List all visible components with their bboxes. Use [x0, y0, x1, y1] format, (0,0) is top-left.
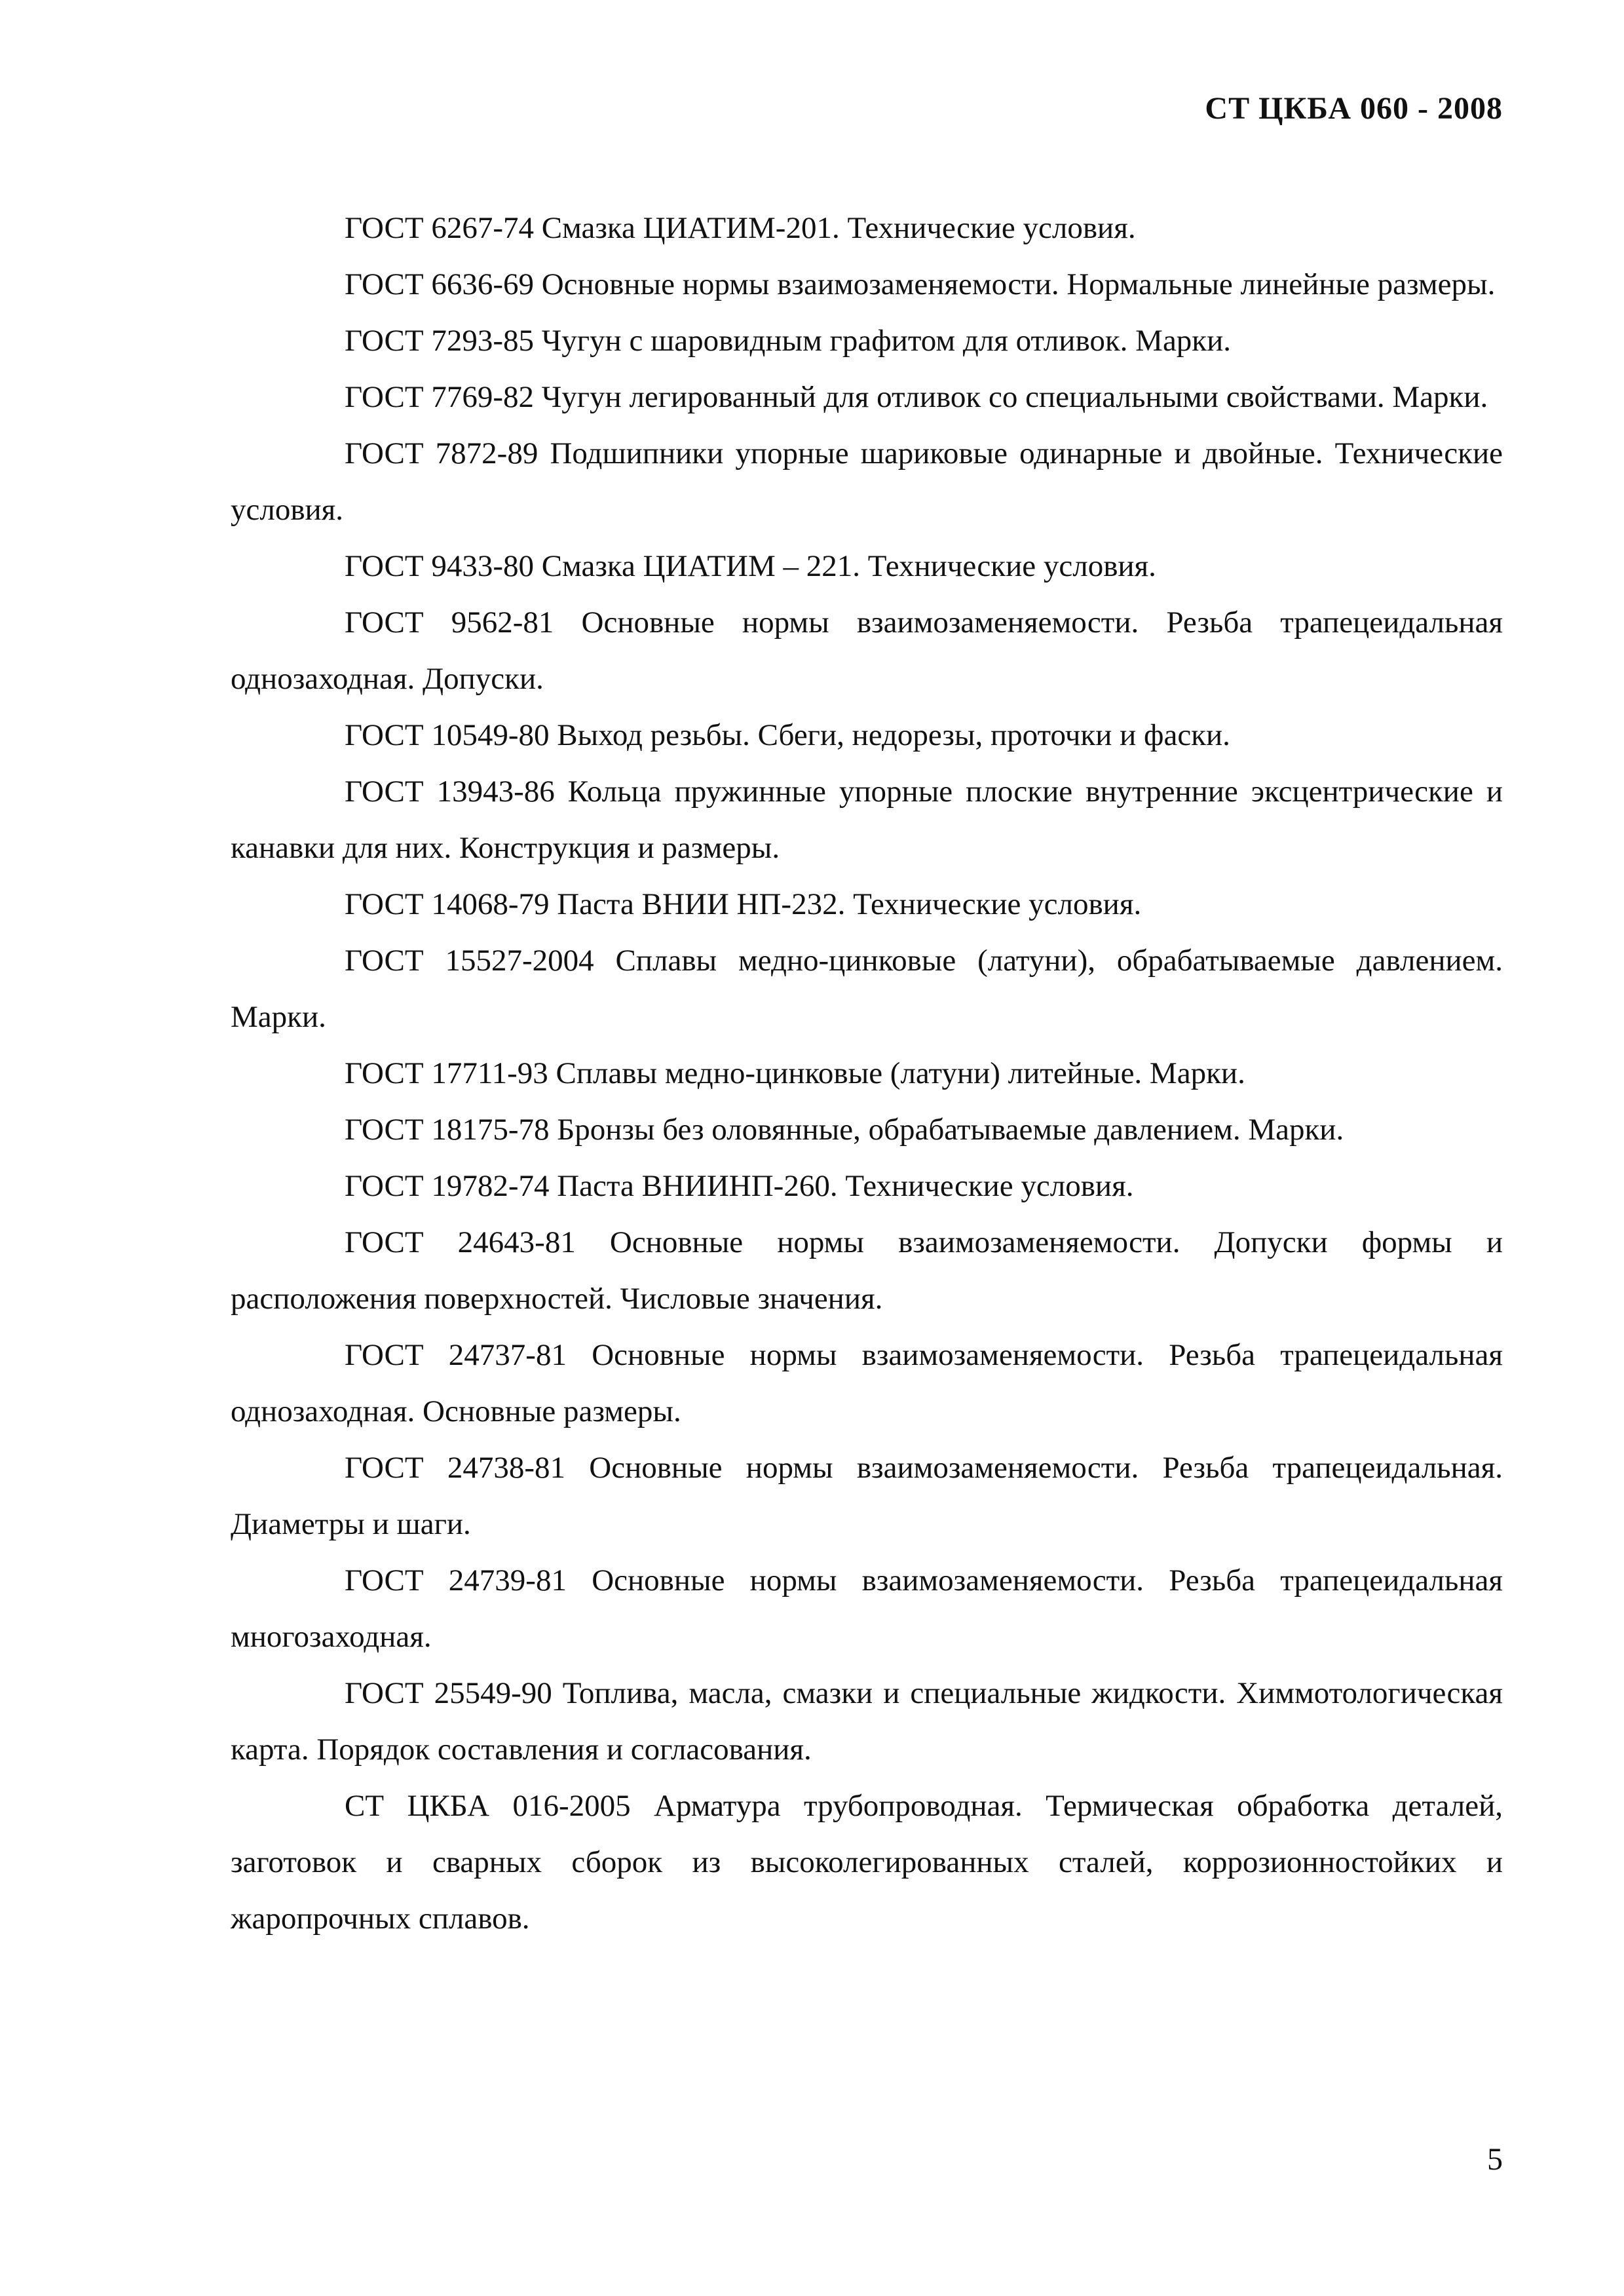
reference-item: ГОСТ 6267-74 Смазка ЦИАТИМ-201. Технические условия.	[345, 211, 1136, 245]
reference-item: ГОСТ 7872-89 Подшипники упорные шариковые одинарные и двойные. Технические условия.	[231, 436, 1503, 527]
reference-item: ГОСТ 7769-82 Чугун легированный для отливок со специальными свойствами. Марки.	[345, 380, 1488, 414]
document-code-header: СТ ЦКБА 060 - 2008	[1205, 91, 1503, 126]
reference-item: ГОСТ 10549-80 Выход резьбы. Сбеги, недорезы, проточки и фаски.	[345, 718, 1230, 752]
reference-item: ГОСТ 9562-81 Основные нормы взаимозаменяемости. Резьба трапецеидальная однозаходная. Допуски.	[231, 605, 1503, 696]
reference-item: ГОСТ 24738-81 Основные нормы взаимозаменяемости. Резьба трапецеидальная. Диаметры и шаги.	[231, 1451, 1503, 1541]
reference-item: ГОСТ 6636-69 Основные нормы взаимозаменяемости. Нормальные линейные размеры.	[345, 267, 1496, 301]
reference-item: ГОСТ 25549-90 Топлива, масла, смазки и специальные жидкости. Химмотологическая карта. Порядок составления и согласования.	[231, 1676, 1503, 1767]
reference-item: ГОСТ 9433-80 Смазка ЦИАТИМ – 221. Технические условия.	[345, 549, 1156, 583]
reference-item: ГОСТ 24643-81 Основные нормы взаимозаменяемости. Допуски формы и расположения поверхностей. Числовые значения.	[231, 1225, 1503, 1316]
normative-references-list	[231, 200, 1503, 1947]
reference-item: СТ ЦКБА 016-2005 Арматура трубопроводная. Термическая обработка деталей, заготовок и сварных сборок из высоколегированных сталей, коррозионностойких и жаропрочных сплавов.	[231, 1789, 1503, 1936]
reference-item: ГОСТ 7293-85 Чугун с шаровидным графитом для отливок. Марки.	[345, 324, 1232, 358]
reference-item: ГОСТ 24737-81 Основные нормы взаимозаменяемости. Резьба трапецеидальная однозаходная. Основные размеры.	[231, 1338, 1503, 1428]
reference-item: ГОСТ 14068-79 Паста ВНИИ НП-232. Технические условия.	[345, 887, 1142, 921]
reference-item: ГОСТ 17711-93 Сплавы медно-цинковые (латуни) литейные. Марки.	[345, 1056, 1245, 1090]
page-number: 5	[1487, 2142, 1503, 2177]
reference-item: ГОСТ 13943-86 Кольца пружинные упорные плоские внутренние эксцентрические и канавки для них. Конструкция и размеры.	[231, 775, 1503, 865]
reference-item: ГОСТ 19782-74 Паста ВНИИНП-260. Технические условия.	[345, 1169, 1134, 1203]
reference-item: ГОСТ 18175-78 Бронзы без оловянные, обрабатываемые давлением. Марки.	[345, 1113, 1344, 1147]
reference-item: ГОСТ 15527-2004 Сплавы медно-цинковые (латуни), обрабатываемые давлением. Марки.	[231, 944, 1503, 1034]
reference-item: ГОСТ 24739-81 Основные нормы взаимозаменяемости. Резьба трапецеидальная многозаходная.	[231, 1563, 1503, 1654]
